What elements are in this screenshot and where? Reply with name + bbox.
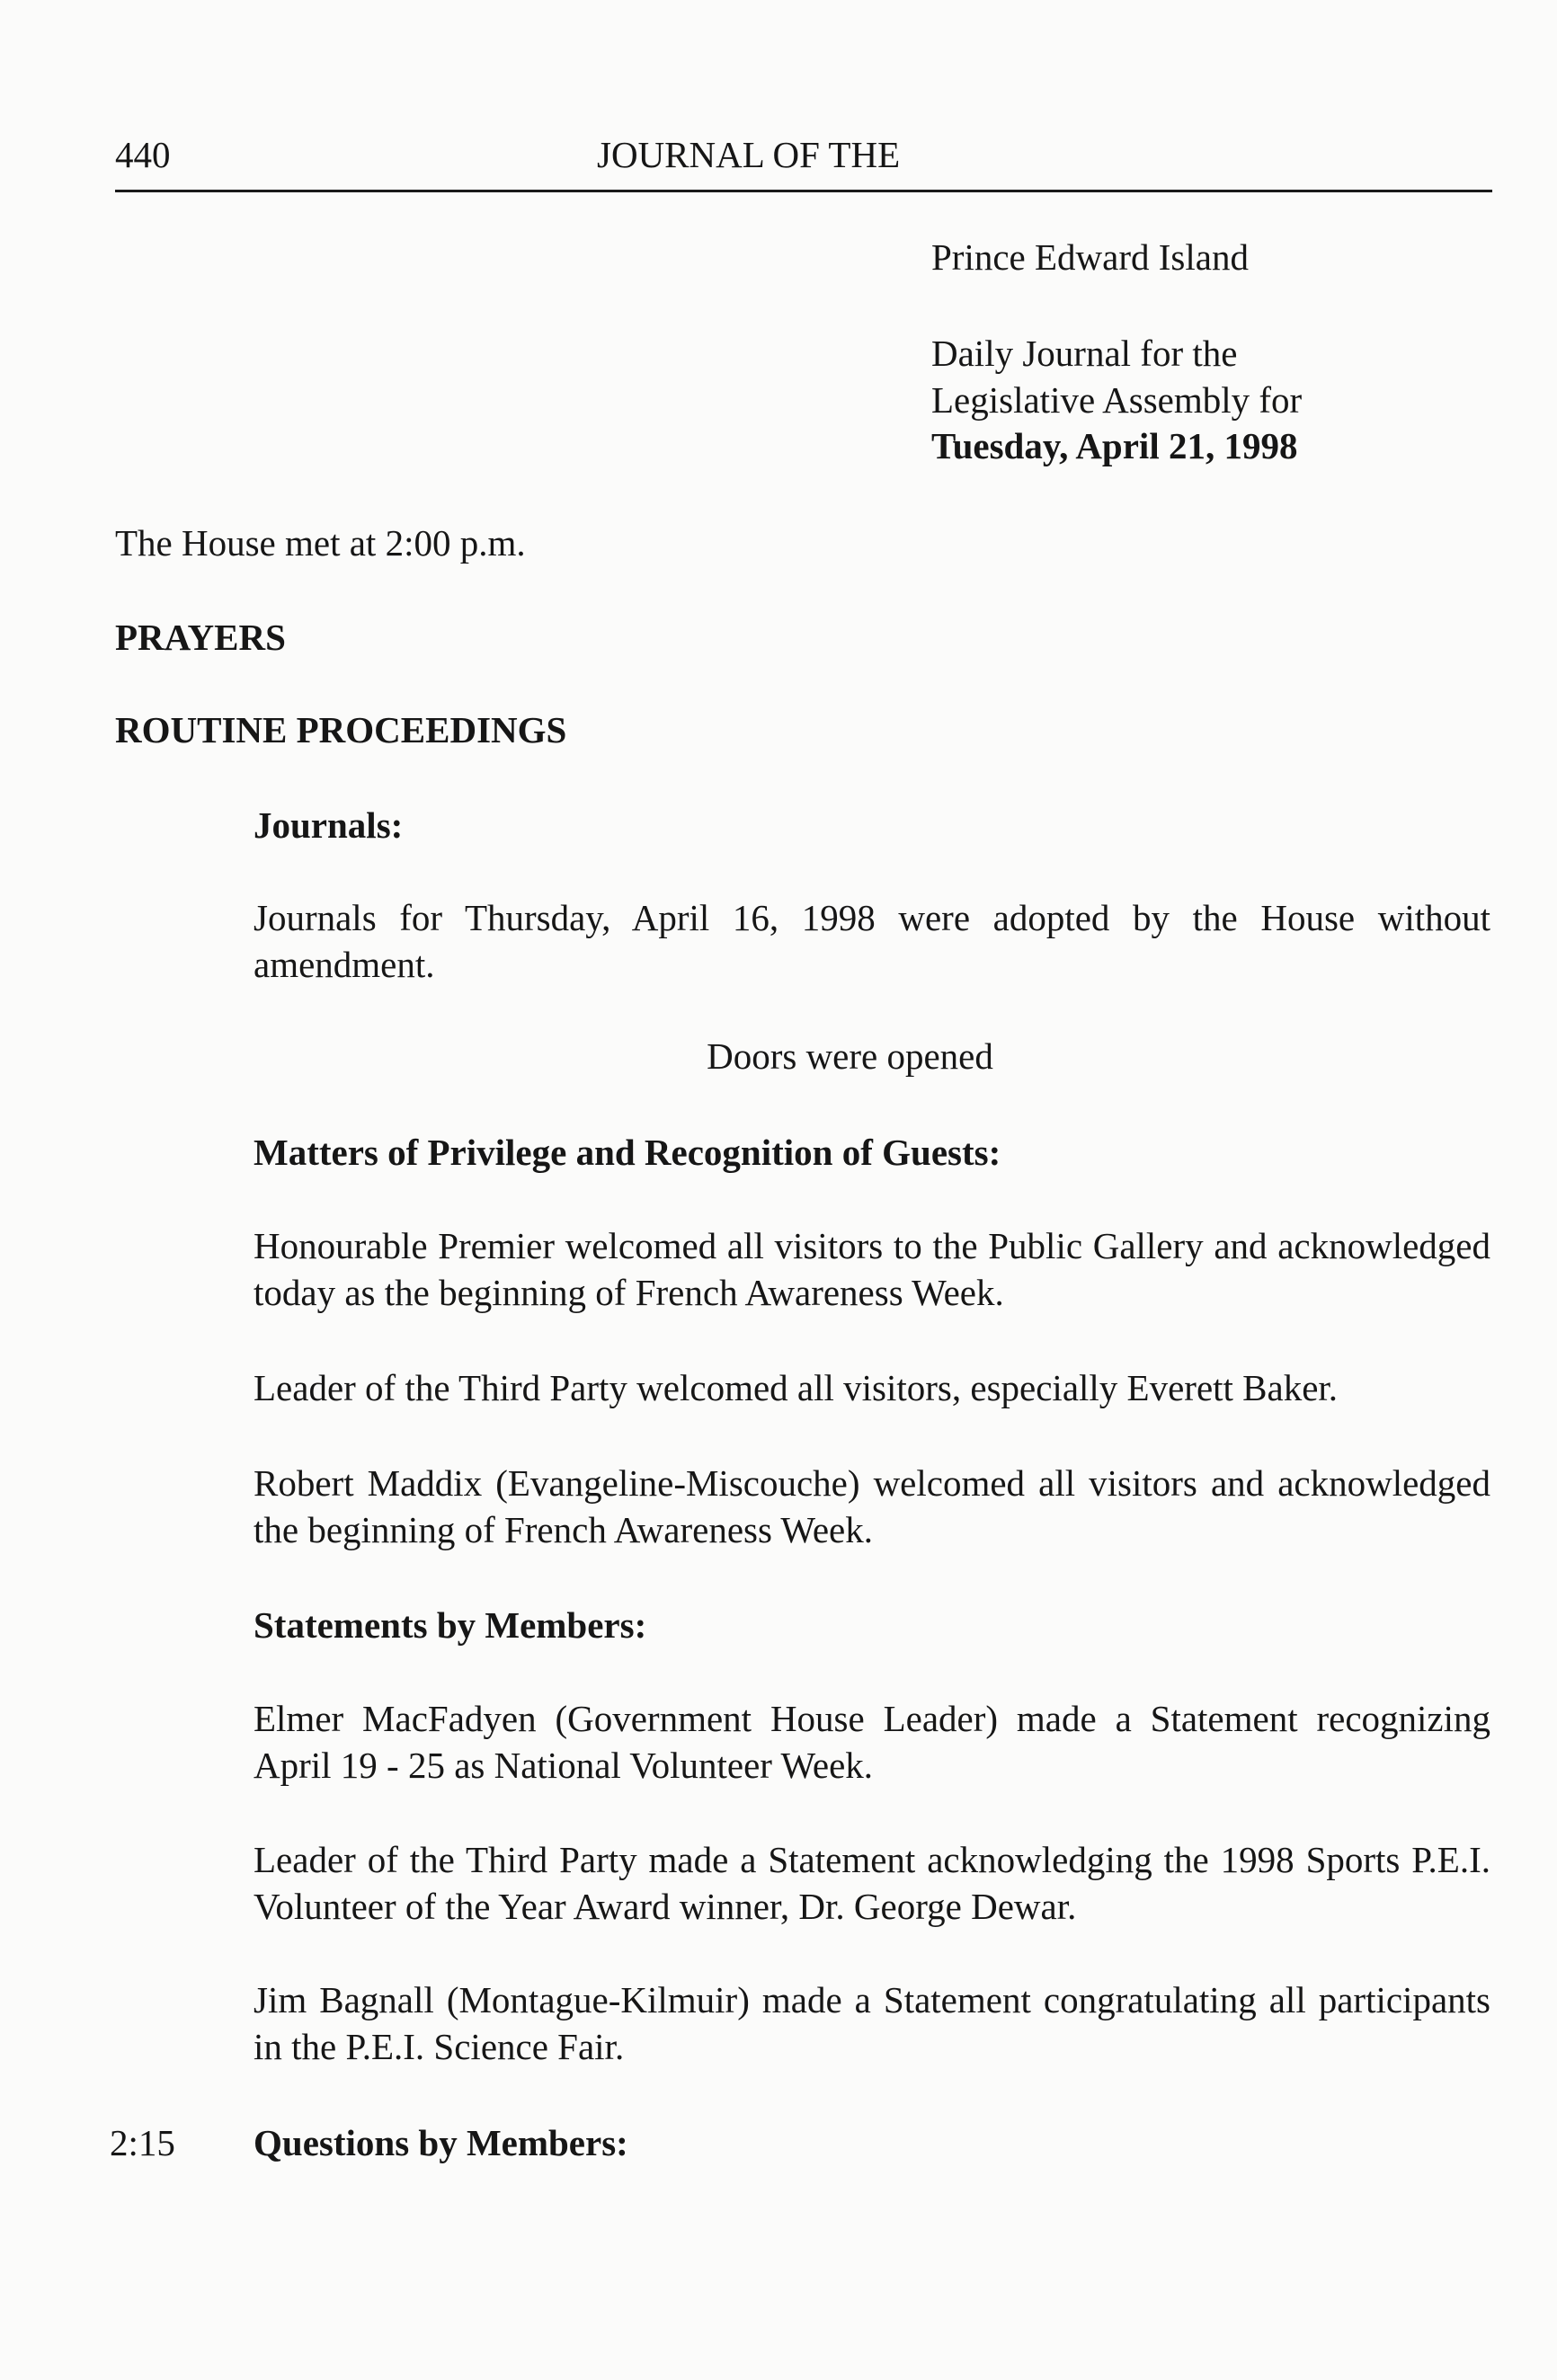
- journals-text: Journals for Thursday, April 16, 1998 were adopted by the House without amendment.: [254, 897, 1490, 985]
- statement-item: Elmer MacFadyen (Government House Leader) made a Statement recognizing April 19 - 25 as National Volunteer Week.: [254, 1698, 1490, 1786]
- routine-proceedings-heading: ROUTINE PROCEEDINGS: [115, 709, 567, 750]
- doors-opened-note: Doors were opened: [707, 1035, 993, 1077]
- privilege-item: Honourable Premier welcomed all visitors to the Public Gallery and acknowledged today as the beginning of French Awareness Week.: [254, 1225, 1490, 1313]
- statement-item: Jim Bagnall (Montague-Kilmuir) made a Statement congratulating all participants in the P.E.I. Science Fair.: [254, 1979, 1490, 2067]
- privilege-item: Robert Maddix (Evangeline-Miscouche) welcomed all visitors and acknowledged the beginning of French Awareness Week.: [254, 1462, 1490, 1550]
- privilege-item: Leader of the Third Party welcomed all visitors, especially Everett Baker.: [254, 1367, 1339, 1408]
- prayers-heading: PRAYERS: [115, 617, 286, 658]
- journal-title-line-1: Daily Journal for the: [931, 333, 1238, 374]
- statements-heading: Statements by Members:: [254, 1604, 647, 1646]
- privilege-heading: Matters of Privilege and Recognition of Guests:: [254, 1132, 1001, 1173]
- questions-time: 2:15: [110, 2122, 175, 2163]
- journal-title-line-2: Legislative Assembly for: [931, 379, 1303, 421]
- journal-date: Tuesday, April 21, 1998: [931, 425, 1298, 466]
- questions-heading: Questions by Members:: [254, 2122, 628, 2163]
- province-name: Prince Edward Island: [931, 236, 1249, 278]
- statement-item: Leader of the Third Party made a Statement acknowledging the 1998 Sports P.E.I. Volunteer of the Year Award winner, Dr. George Dewar.: [254, 1839, 1490, 1927]
- header-rule: [115, 190, 1492, 192]
- running-title: JOURNAL OF THE: [597, 134, 901, 175]
- house-met-time: The House met at 2:00 p.m.: [115, 522, 526, 564]
- page-number: 440: [115, 134, 171, 175]
- journals-heading: Journals:: [254, 804, 404, 846]
